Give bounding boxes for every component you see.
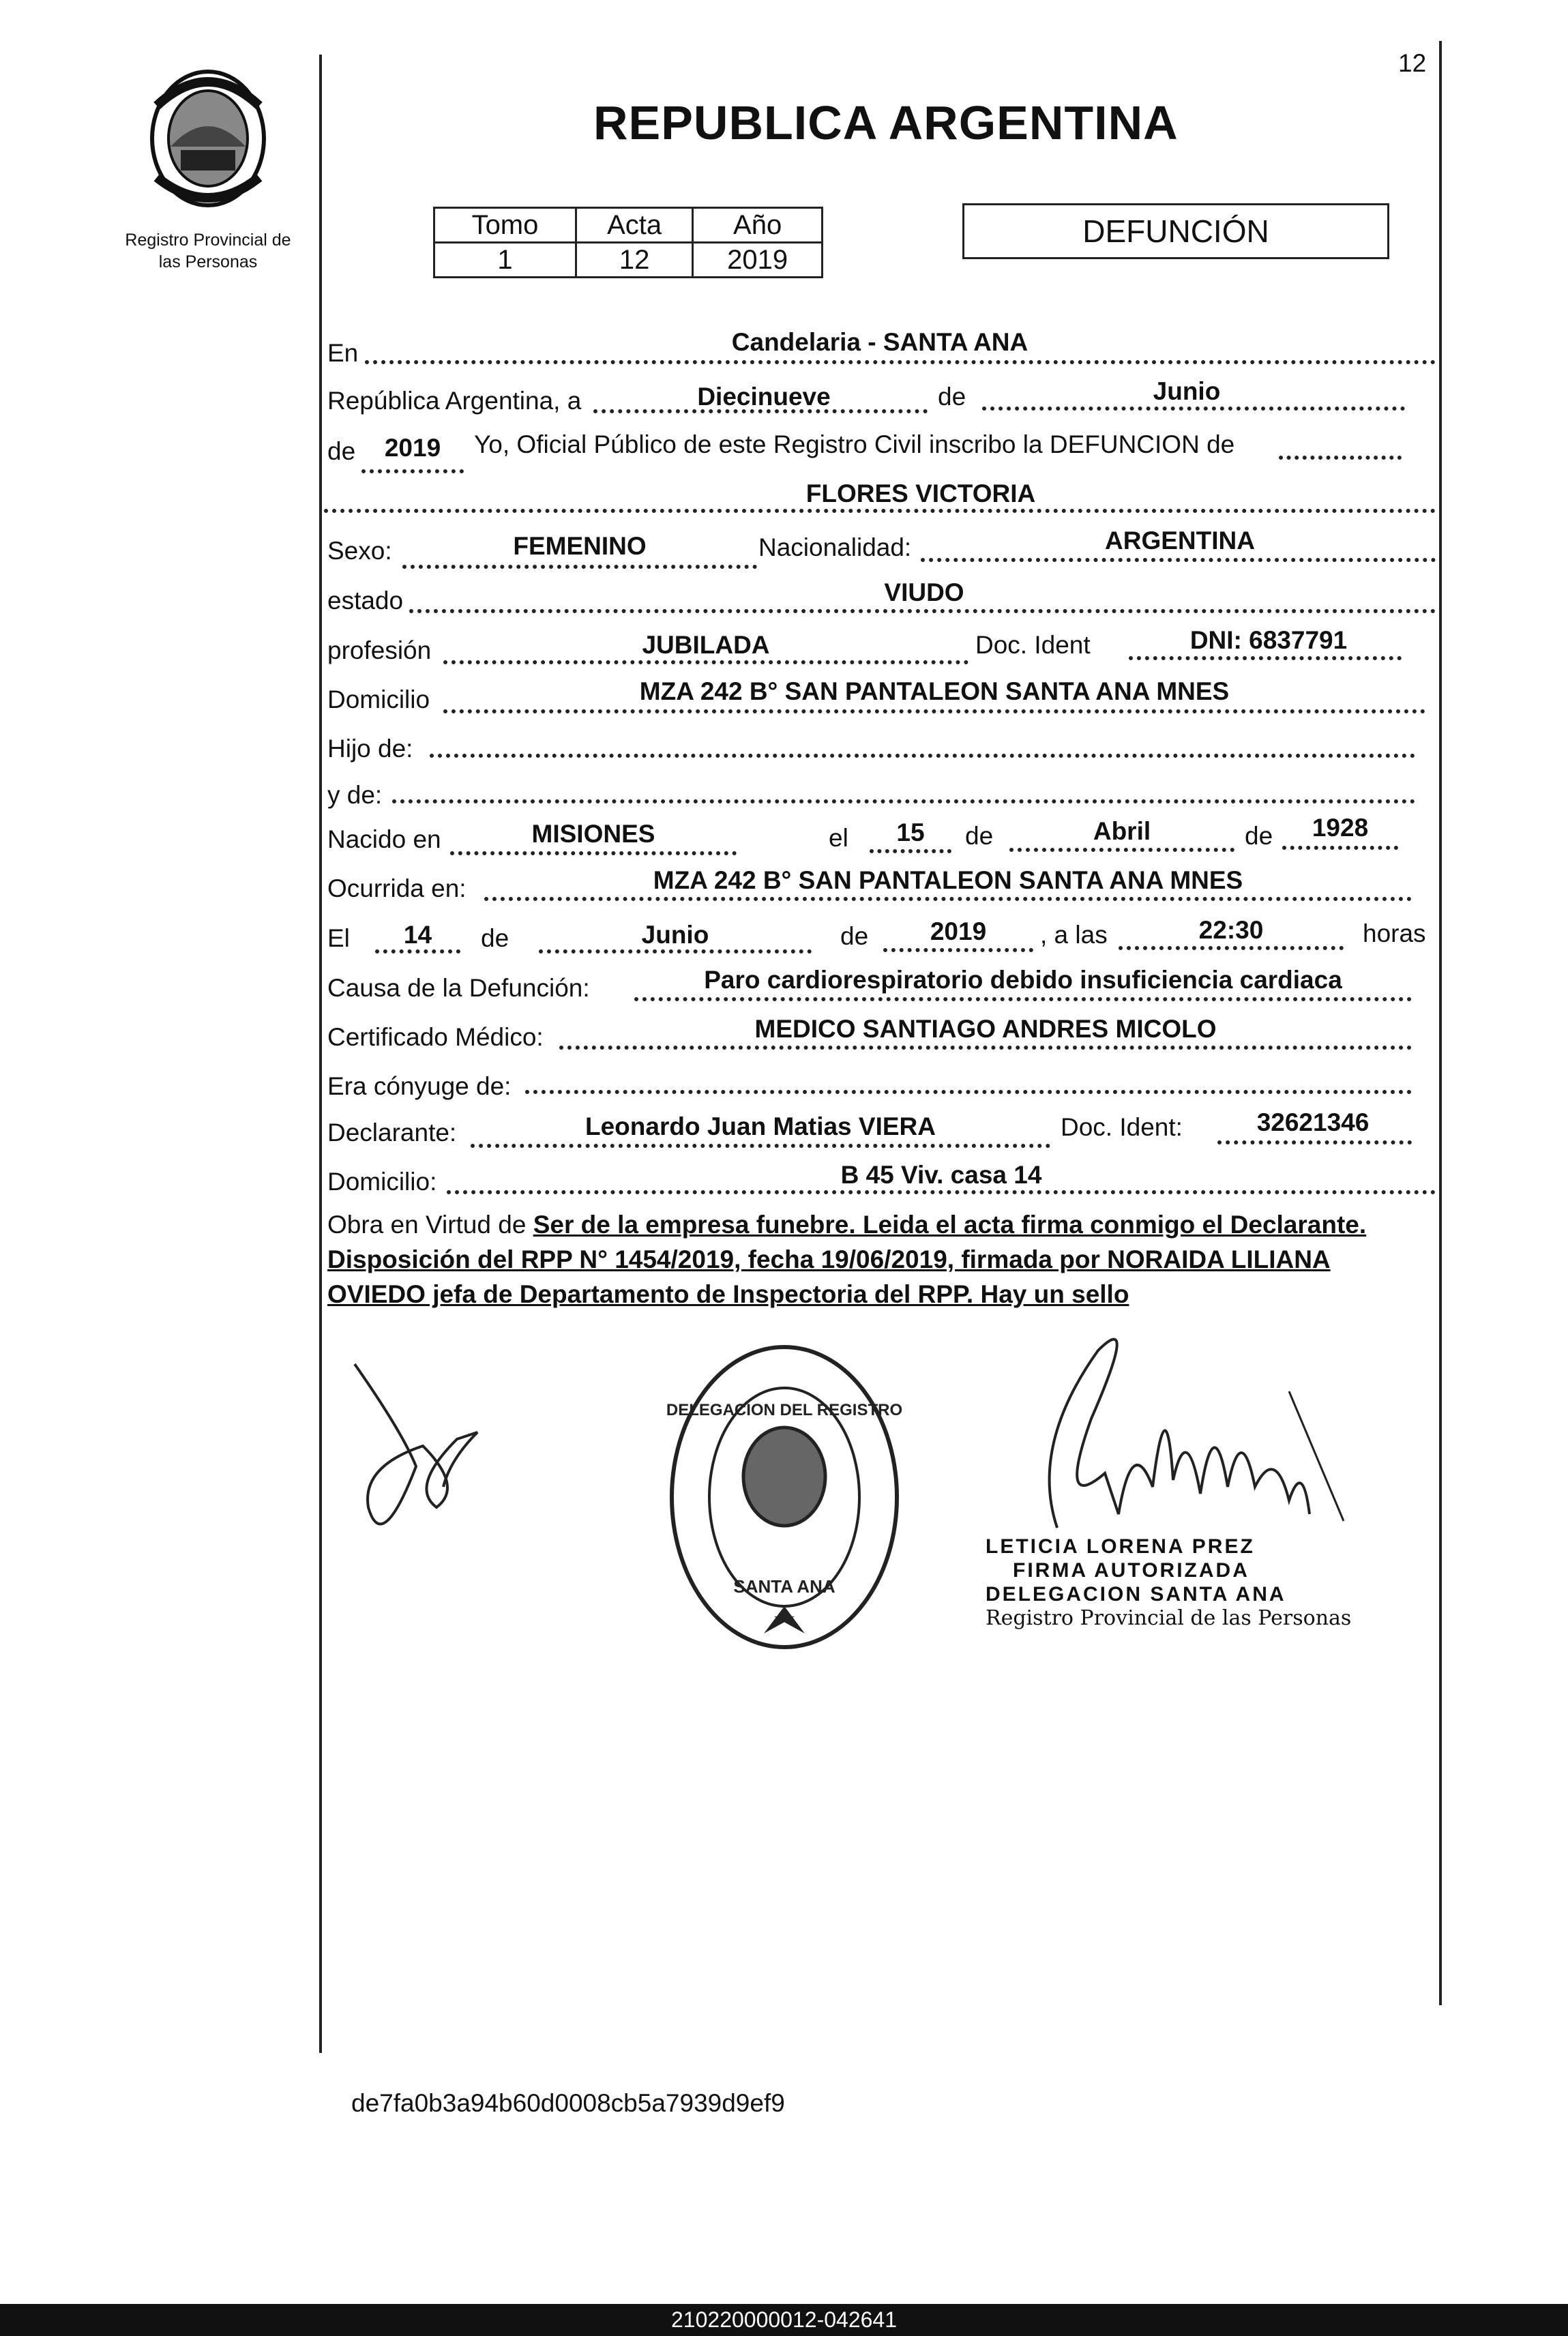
dotted-line bbox=[559, 1046, 1412, 1050]
domicilio2-label: Domicilio: bbox=[327, 1168, 437, 1196]
dotted-line bbox=[484, 897, 1412, 901]
dotted-line bbox=[539, 949, 812, 953]
page-number: 12 bbox=[1398, 49, 1427, 77]
dotted-line bbox=[450, 851, 737, 855]
dotted-line bbox=[593, 409, 928, 413]
def-mes: Junio bbox=[641, 921, 709, 949]
left-margin-line bbox=[319, 55, 322, 2053]
doc-ident-label: Doc. Ident: bbox=[1061, 1113, 1183, 1141]
profesion-value: JUBILADA bbox=[642, 631, 770, 659]
document-hash: de7fa0b3a94b60d0008cb5a7939d9ef9 bbox=[351, 2089, 785, 2117]
dotted-line bbox=[447, 1190, 1436, 1194]
doc-value: DNI: 6837791 bbox=[1189, 626, 1348, 654]
domicilio-label: Domicilio bbox=[327, 685, 430, 713]
dotted-line bbox=[634, 997, 1412, 1001]
anio-value: 2019 bbox=[384, 434, 441, 462]
nac-dia: 15 bbox=[896, 818, 925, 846]
dotted-line bbox=[375, 949, 460, 953]
el-label-cap: El bbox=[327, 924, 350, 952]
causa-value: Paro cardiorespiratorio debido insuficiencia cardiaca bbox=[704, 966, 1342, 994]
domicilio2-value: B 45 Viv. casa 14 bbox=[840, 1161, 1042, 1189]
de-label: de bbox=[965, 822, 994, 850]
dia-value: Diecinueve bbox=[697, 383, 831, 411]
dotted-line bbox=[1009, 848, 1234, 852]
domicilio-value: MZA 242 B° SAN PANTALEON SANTA ANA MNES bbox=[639, 677, 1230, 705]
de-label: de bbox=[938, 383, 966, 411]
nac-mes: Abril bbox=[1093, 817, 1151, 845]
de-label: de bbox=[840, 922, 869, 950]
def-anio: 2019 bbox=[930, 917, 987, 945]
dotted-line bbox=[921, 558, 1436, 562]
en-label: En bbox=[327, 339, 359, 367]
nacionalidad-label: Nacionalidad: bbox=[758, 533, 912, 561]
de-label: de bbox=[1245, 822, 1273, 850]
obra-label: Obra en Virtud de bbox=[327, 1211, 527, 1239]
document-type-box: DEFUNCIÓN bbox=[962, 203, 1389, 259]
dotted-line bbox=[361, 469, 464, 473]
alas-label: , a las bbox=[1040, 921, 1108, 949]
dotted-line bbox=[324, 509, 1436, 513]
declarante-doc: 32621346 bbox=[1256, 1108, 1370, 1136]
dotted-line bbox=[365, 360, 1436, 364]
declarante-value: Leonardo Juan Matias VIERA bbox=[585, 1112, 936, 1140]
dotted-line bbox=[1217, 1140, 1412, 1144]
republica-label: República Argentina, a bbox=[327, 387, 582, 415]
mes-value: Junio bbox=[1153, 377, 1221, 405]
dotted-line bbox=[883, 948, 1033, 952]
dotted-line bbox=[1279, 456, 1402, 460]
table-header: Acta bbox=[576, 208, 692, 243]
inscribo-text: Yo, Oficial Público de este Registro Civil inscribo la DEFUNCION de bbox=[474, 430, 1235, 458]
dotted-line bbox=[443, 660, 968, 664]
dotted-line bbox=[471, 1144, 1050, 1148]
declarante-signature bbox=[341, 1350, 498, 1569]
doc-label: Doc. Ident bbox=[975, 631, 1091, 659]
dotted-line bbox=[409, 609, 1436, 613]
dotted-line bbox=[1282, 846, 1398, 850]
causa-label: Causa de la Defunción: bbox=[327, 974, 590, 1002]
estado-label: estado bbox=[327, 587, 404, 615]
profesion-label: profesión bbox=[327, 636, 432, 664]
acta-value: 12 bbox=[576, 243, 692, 278]
de-label: de bbox=[481, 924, 509, 952]
nombre-value: FLORES VICTORIA bbox=[805, 479, 1036, 507]
dotted-line bbox=[1129, 656, 1402, 660]
el-label: el bbox=[829, 824, 848, 852]
dotted-line bbox=[870, 849, 951, 853]
table-header: Tomo bbox=[434, 208, 576, 243]
sexo-value: FEMENINO bbox=[513, 532, 647, 560]
signer-registry: Registro Provincial de las Personas bbox=[986, 1606, 1352, 1630]
def-dia: 14 bbox=[403, 921, 432, 949]
dotted-line bbox=[1119, 946, 1344, 950]
official-signature bbox=[1016, 1310, 1357, 1569]
signer-name: LETICIA LORENA PREZ bbox=[986, 1535, 1255, 1558]
page-title: REPUBLICA ARGENTINA bbox=[593, 96, 1179, 149]
sexo-label: Sexo: bbox=[327, 537, 392, 565]
dotted-line bbox=[525, 1090, 1412, 1094]
horas-label: horas bbox=[1363, 919, 1426, 947]
signature-block bbox=[986, 1535, 1351, 1630]
dotted-line bbox=[392, 799, 1415, 803]
en-value: Candelaria - SANTA ANA bbox=[731, 328, 1029, 356]
acta-table bbox=[433, 207, 823, 278]
conyuge-label: Era cónyuge de: bbox=[327, 1072, 512, 1100]
province-seal bbox=[143, 65, 273, 211]
dotted-line bbox=[982, 406, 1405, 411]
footer-code: 210220000012-042641 bbox=[0, 2304, 1568, 2336]
dotted-line bbox=[430, 754, 1415, 758]
nacido-value: MISIONES bbox=[531, 820, 655, 848]
signer-role: FIRMA AUTORIZADA bbox=[1013, 1559, 1249, 1582]
estado-value: VIUDO bbox=[884, 578, 964, 606]
registry-line2: las Personas bbox=[158, 252, 258, 271]
right-margin-line bbox=[1439, 41, 1442, 2005]
anio-value: 2019 bbox=[693, 243, 823, 278]
obra-line3: OVIEDO jefa de Departamento de Inspectoria del RPP. Hay un sello bbox=[327, 1280, 1129, 1308]
registry-name bbox=[106, 229, 310, 273]
obra-line1: Ser de la empresa funebre. Leida el acta firma conmigo el Declarante. bbox=[533, 1211, 1367, 1239]
nac-anio: 1928 bbox=[1312, 814, 1369, 842]
certificado-value: MEDICO SANTIAGO ANDRES MICOLO bbox=[754, 1015, 1217, 1043]
ocurrida-value: MZA 242 B° SAN PANTALEON SANTA ANA MNES bbox=[653, 866, 1243, 894]
delegation-stamp bbox=[665, 1340, 904, 1654]
hijo-label: Hijo de: bbox=[327, 735, 413, 763]
ocurrida-label: Ocurrida en: bbox=[327, 874, 467, 902]
obra-block bbox=[327, 1207, 1439, 1312]
hora-value: 22:30 bbox=[1198, 916, 1264, 944]
tomo-value: 1 bbox=[434, 243, 576, 278]
svg-text:DELEGACION DEL REGISTRO: DELEGACION DEL REGISTRO bbox=[666, 1401, 903, 1419]
declarante-label: Declarante: bbox=[327, 1119, 457, 1147]
svg-text:SANTA ANA: SANTA ANA bbox=[733, 1576, 835, 1597]
dotted-line bbox=[443, 709, 1425, 713]
yde-label: y de: bbox=[327, 781, 383, 809]
table-header: Año bbox=[693, 208, 823, 243]
certificado-label: Certificado Médico: bbox=[327, 1023, 544, 1051]
nacido-label: Nacido en bbox=[327, 825, 441, 853]
dotted-line bbox=[402, 565, 757, 569]
registry-line1: Registro Provincial de bbox=[125, 231, 291, 250]
obra-line2: Disposición del RPP N° 1454/2019, fecha 19/06/2019, firmada por NORAIDA LILIANA bbox=[327, 1245, 1331, 1273]
de-label: de bbox=[327, 437, 356, 465]
signer-delegation: DELEGACION SANTA ANA bbox=[986, 1583, 1286, 1606]
nacionalidad-value: ARGENTINA bbox=[1105, 527, 1255, 555]
